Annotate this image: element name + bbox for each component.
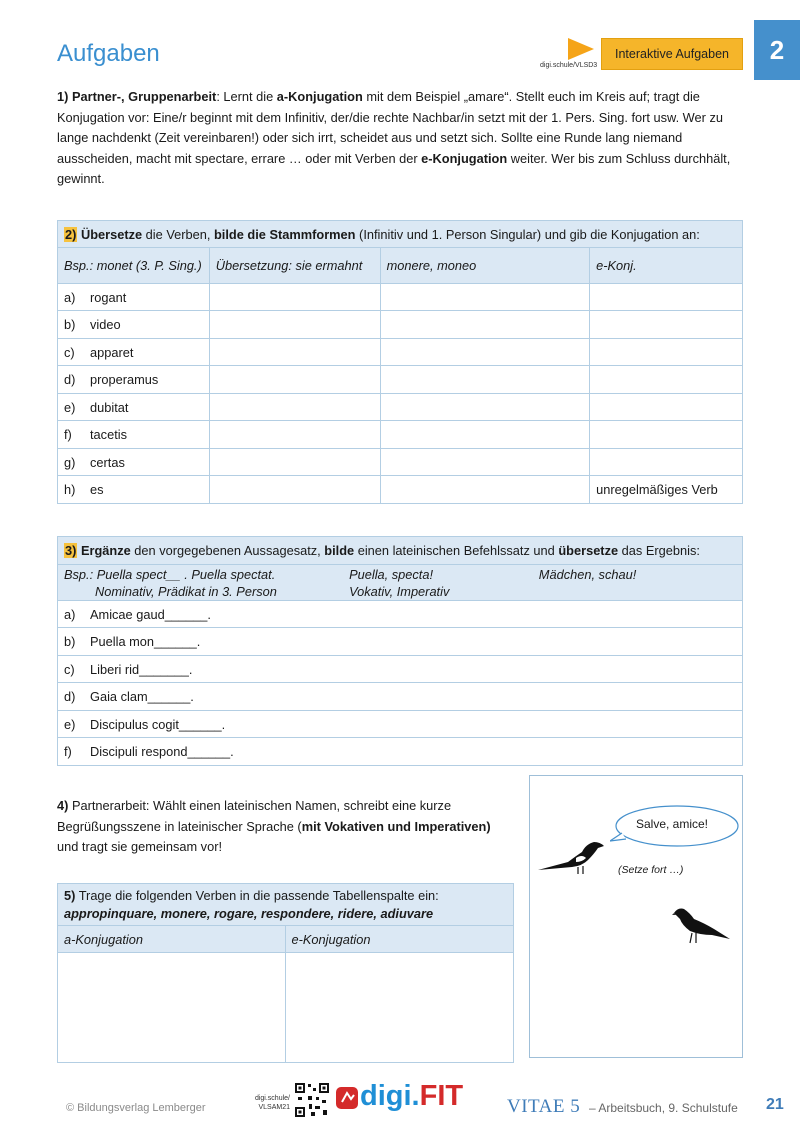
table-row bbox=[58, 711, 743, 738]
table-row bbox=[58, 656, 743, 683]
answer-cell[interactable] bbox=[209, 366, 380, 394]
latin-word: certas bbox=[90, 454, 125, 470]
example-note: Vokativ, Imperativ bbox=[349, 583, 450, 599]
task-1-text-2: mit dem Beispiel „amare“. Stellt euch im Kreis auf; tragt die Konjugation vor: Eine/r beginnt mit dem Infinitiv, der/die rechte Nachbar/in setzt mit der 1. Pers. Sing. fort usw. Wer zu lange nachdenkt (Zeit vereinbaren!) oder sich irrt, scheidet aus und setzt sich. Sollte eine Runde lang niemand ausscheiden, macht mit spectare, errare … oder mit Verben der bbox=[57, 89, 723, 166]
row-label: b) bbox=[64, 634, 76, 649]
digifit-logo-text bbox=[360, 1080, 463, 1113]
table-row bbox=[58, 394, 743, 421]
example-cell bbox=[58, 565, 344, 601]
task-3-text-1: den vorgegebenen Aussagesatz, bbox=[130, 543, 325, 558]
answer-cell[interactable] bbox=[209, 339, 380, 366]
row-label: c) bbox=[64, 661, 75, 677]
word-cell bbox=[58, 449, 210, 476]
example-cell: Bsp.: monet (3. P. Sing.) bbox=[58, 248, 210, 284]
sentence-cell[interactable] bbox=[58, 738, 743, 766]
task-1-text-1: : Lernt die bbox=[216, 89, 277, 104]
sentence: Discipulus cogit______. bbox=[90, 716, 226, 732]
task-2-instruction bbox=[58, 221, 743, 248]
latin-word: rogant bbox=[90, 289, 127, 305]
answer-cell[interactable] bbox=[209, 394, 380, 421]
row-label: a) bbox=[64, 289, 76, 305]
sentence-cell[interactable] bbox=[58, 628, 743, 656]
sentence: Puella mon______. bbox=[90, 634, 201, 649]
footer-digi-link[interactable]: digi.schule/ VLSAM21 bbox=[254, 1095, 290, 1111]
word-cell bbox=[58, 394, 210, 421]
latin-word: dubitat bbox=[90, 399, 129, 415]
verb-list: appropinquare, monere, rogare, respondere, ridere, adiuvare bbox=[64, 905, 434, 921]
answer-cell[interactable] bbox=[285, 953, 514, 1063]
sentence: Discipuli respond______. bbox=[90, 744, 234, 759]
table-row bbox=[58, 311, 743, 339]
row-label: g) bbox=[64, 454, 76, 470]
row-label: f) bbox=[64, 744, 72, 759]
answer-cell[interactable] bbox=[380, 449, 590, 476]
latin-word: apparet bbox=[90, 344, 134, 360]
book-subtitle: – Arbeitsbuch, 9. Schulstufe bbox=[589, 1101, 738, 1115]
answer-cell[interactable] bbox=[590, 284, 743, 311]
logo-digi: digi. bbox=[360, 1080, 420, 1112]
sentence-cell[interactable] bbox=[58, 656, 743, 683]
word-cell bbox=[58, 311, 210, 339]
answer-cell[interactable] bbox=[590, 449, 743, 476]
task-3-table bbox=[57, 536, 743, 766]
task-2-bold-2: bilde die Stammformen bbox=[213, 226, 356, 242]
table-row bbox=[58, 628, 743, 656]
task-1-text bbox=[57, 87, 747, 190]
answer-cell[interactable] bbox=[380, 311, 590, 339]
answer-cell[interactable] bbox=[58, 953, 286, 1063]
task-number: 4) bbox=[57, 798, 69, 813]
table-row bbox=[58, 683, 743, 711]
sentence: Amicae gaud______. bbox=[90, 606, 211, 622]
blackbird-icon bbox=[672, 903, 730, 945]
example-translation: Mädchen, schau! bbox=[533, 565, 743, 601]
digi-link[interactable]: digi.schule/VLSD3 bbox=[540, 62, 598, 69]
task-3-instruction bbox=[58, 537, 743, 565]
row-label: e) bbox=[64, 716, 76, 732]
sentence-cell[interactable] bbox=[58, 601, 743, 628]
task-1-bold-2: a-Konjugation bbox=[276, 89, 363, 104]
example-imperative: Puella, specta! bbox=[349, 566, 434, 582]
interactive-tasks-button[interactable]: Interaktive Aufgaben bbox=[601, 38, 743, 70]
table-row bbox=[58, 284, 743, 311]
logo-fit: FIT bbox=[419, 1080, 464, 1112]
task-2-table bbox=[57, 220, 743, 504]
table-row bbox=[58, 421, 743, 449]
task-1-text-3: weiter. Wer bis zum Schluss durchhält, gewinnt. bbox=[57, 150, 731, 186]
word-cell bbox=[58, 339, 210, 366]
answer-cell[interactable] bbox=[209, 476, 380, 504]
task-3-text-3: das Ergebnis: bbox=[618, 543, 700, 558]
answer-cell[interactable] bbox=[590, 366, 743, 394]
task-2-text-1: die Verben, bbox=[142, 226, 214, 242]
task-4-bold-1: mit Vokativen und Imperativen) bbox=[301, 818, 491, 834]
speech-text: Salve, amice! bbox=[635, 817, 709, 831]
row-label: h) bbox=[64, 482, 76, 497]
example-cell: monere, moneo bbox=[380, 248, 590, 284]
continue-hint: (Setze fort …) bbox=[618, 864, 684, 876]
row-label: b) bbox=[64, 317, 76, 332]
answer-cell[interactable] bbox=[590, 339, 743, 366]
word-cell bbox=[58, 476, 210, 504]
table-row bbox=[58, 601, 743, 628]
answer-cell[interactable] bbox=[209, 284, 380, 311]
sentence: Liberi rid_______. bbox=[90, 661, 193, 677]
row-label: a) bbox=[64, 606, 76, 622]
magpie-icon bbox=[538, 834, 606, 876]
row-label: d) bbox=[64, 689, 76, 704]
table-row bbox=[58, 738, 743, 766]
answer-cell[interactable] bbox=[380, 366, 590, 394]
word-cell bbox=[58, 366, 210, 394]
row-label: c) bbox=[64, 344, 75, 360]
example-cell bbox=[343, 565, 533, 601]
sentence: Gaia clam______. bbox=[90, 689, 194, 704]
book-title: VITAE 5 bbox=[507, 1096, 581, 1117]
task-3-bold-1: Ergänze bbox=[80, 543, 131, 558]
answer-cell[interactable] bbox=[209, 421, 380, 449]
sentence-cell[interactable] bbox=[58, 683, 743, 711]
answer-cell[interactable] bbox=[590, 421, 743, 449]
latin-word: video bbox=[90, 317, 121, 332]
task-number: 2) bbox=[65, 226, 77, 242]
answer-cell[interactable] bbox=[209, 449, 380, 476]
table-row bbox=[58, 339, 743, 366]
answer-cell[interactable] bbox=[380, 339, 590, 366]
sentence-cell[interactable] bbox=[58, 711, 743, 738]
latin-word: tacetis bbox=[90, 427, 127, 442]
answer-cell[interactable] bbox=[590, 394, 743, 421]
task-5-table bbox=[57, 883, 514, 1063]
task-1-bold-1: Partner-, Gruppenarbeit bbox=[71, 89, 217, 104]
answer-cell[interactable] bbox=[380, 421, 590, 449]
column-header-a: a-Konjugation bbox=[58, 926, 286, 953]
answer-cell[interactable] bbox=[590, 311, 743, 339]
table-row bbox=[58, 449, 743, 476]
task-number: 3) bbox=[65, 543, 77, 558]
task-3-bold-2: bilde bbox=[324, 543, 355, 558]
word-cell bbox=[58, 421, 210, 449]
answer-cell[interactable] bbox=[380, 394, 590, 421]
task-5-instruction bbox=[58, 884, 514, 926]
answer-cell[interactable] bbox=[380, 476, 590, 504]
table-row bbox=[58, 476, 743, 504]
task-number: 5) bbox=[64, 887, 76, 903]
example-cell: e-Konj. bbox=[590, 248, 743, 284]
example-note: Nominativ, Prädikat in 3. Person bbox=[95, 583, 277, 599]
publisher-credit: © Bildungsverlag Lemberger bbox=[66, 1102, 206, 1114]
page-number: 21 bbox=[766, 1096, 784, 1113]
task-4-text-2: und tragt sie gemeinsam vor! bbox=[57, 839, 223, 854]
latin-word: properamus bbox=[90, 372, 159, 387]
row-label: e) bbox=[64, 399, 76, 415]
task-4-text bbox=[57, 796, 507, 858]
latin-word: es bbox=[90, 482, 104, 497]
task-2-text-2: (Infinitiv und 1. Person Singular) und gib die Konjugation an: bbox=[355, 226, 700, 242]
play-arrow-icon[interactable] bbox=[568, 38, 594, 60]
column-header-e: e-Konjugation bbox=[285, 926, 514, 953]
task-5-text: Trage die folgenden Verben in die passende Tabellenspalte ein: bbox=[75, 887, 439, 903]
answer-cell[interactable]: unregelmäßiges Verb bbox=[590, 476, 743, 504]
qr-code-icon[interactable] bbox=[294, 1082, 330, 1118]
row-label: d) bbox=[64, 372, 76, 387]
task-3-text-2: einen lateinischen Befehlssatz und bbox=[354, 543, 559, 558]
chapter-tab: 2 bbox=[754, 20, 800, 80]
answer-cell[interactable] bbox=[209, 311, 380, 339]
row-label: f) bbox=[64, 427, 72, 442]
task-1-bold-3: e-Konjugation bbox=[421, 150, 508, 166]
table-row bbox=[58, 366, 743, 394]
word-cell bbox=[58, 284, 210, 311]
answer-cell[interactable] bbox=[380, 284, 590, 311]
task-3-bold-3: übersetze bbox=[558, 543, 619, 558]
page-title: Aufgaben bbox=[57, 40, 160, 67]
example-sentence: Bsp.: Puella spect__ . Puella spectat. bbox=[64, 566, 276, 582]
task-number: 1) bbox=[57, 89, 69, 104]
task-4-text-1: Partnerarbeit: Wählt einen lateinischen Namen, schreibt eine kurze Begrüßungsszene in lateinischer Sprache ( bbox=[57, 798, 452, 834]
task-2-bold-1: Übersetze bbox=[80, 226, 143, 242]
example-cell: Übersetzung: sie ermahnt bbox=[209, 248, 380, 284]
